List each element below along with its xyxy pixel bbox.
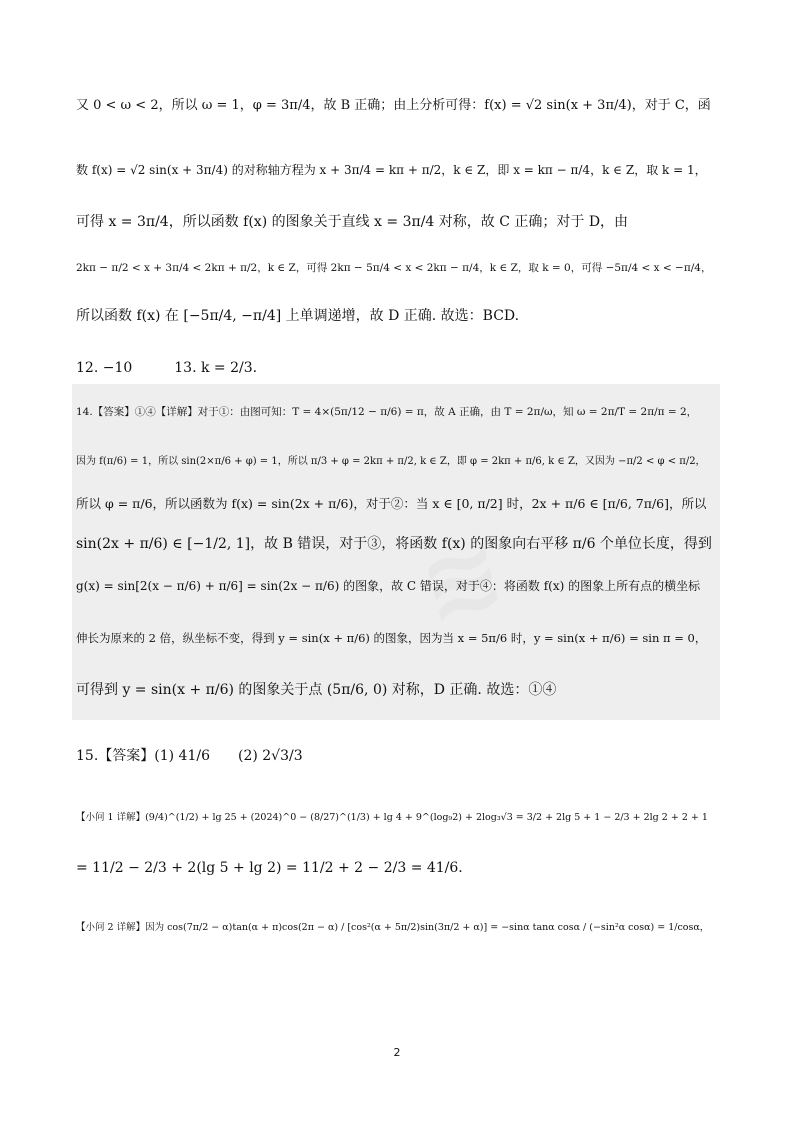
watermark: ≋ xyxy=(408,516,516,646)
text-line: g(x) = sin[2(x − π/6) + π/6] = sin(2x − π/6) 的图象，故 C 错误，对于④：将函数 f(x) 的图象上所有点的横坐标 xyxy=(76,579,701,593)
text-line: 2kπ − π/2 < x + 3π/4 < 2kπ + π/2，k ∈ Z，可得 2kπ − 5π/4 < x < 2kπ − π/4，k ∈ Z，取 k = 0，可得 −5π/4 < x < −π/4， xyxy=(76,262,712,274)
text-line: sin(2x + π/6) ∈ [−1/2, 1]，故 B 错误，对于③，将函数 f(x) 的图象向右平移 π/6 个单位长度，得到 xyxy=(76,536,712,552)
text-line: 14.【答案】①④【详解】对于①：由图可知：T = 4×(5π/12 − π/6) = π，故 A 正确，由 T = 2π/ω，知 ω = 2π/T = 2π/π = 2， xyxy=(76,406,698,418)
text-line: 所以函数 f(x) 在 [−5π/4, −π/4] 上单调递增，故 D 正确. 故选：BCD. xyxy=(76,308,520,324)
text-line: 所以 φ = π/6，所以函数为 f(x) = sin(2x + π/6)，对于②：当 x ∈ [0, π/2] 时，2x + π/6 ∈ [π/6, 7π/6]，所以 xyxy=(76,496,707,511)
text-line: 12. −10 13. k = 2/3. xyxy=(76,360,258,376)
text-line: 又 0 < ω < 2，所以 ω = 1，φ = 3π/4，故 B 正确；由上分析可得：f(x) = √2 sin(x + 3π/4)，对于 C，函 xyxy=(76,98,711,113)
text-line: 可得 x = 3π/4，所以函数 f(x) 的图象关于直线 x = 3π/4 对称，故 C 正确；对于 D，由 xyxy=(76,214,629,230)
text-line: 【小问 2 详解】因为 cos(7π/2 − α)tan(α + π)cos(2π − α) / [cos²(α + 5π/2)sin(3π/2 + α)] = −sinα tanα cosα / (−sin²α cosα) = 1/cosα， xyxy=(76,922,710,933)
text-line: 可得到 y = sin(x + π/6) 的图象关于点 (5π/6, 0) 对称，D 正确. 故选：①④ xyxy=(76,682,557,698)
text-line: 15.【答案】(1) 41/6 (2) 2√3/3 xyxy=(76,748,303,764)
text-line: = 11/2 − 2/3 + 2(lg 5 + lg 2) = 11/2 + 2 − 2/3 = 41/6. xyxy=(76,860,463,876)
text-line: 数 f(x) = √2 sin(x + 3π/4) 的对称轴方程为 x + 3π/4 = kπ + π/2，k ∈ Z，即 x = kπ − π/4，k ∈ Z，取 k = 1， xyxy=(76,163,707,177)
text-line: 伸长为原来的 2 倍，纵坐标不变，得到 y = sin(x + π/6) 的图象，因为当 x = 5π/6 时，y = sin(x + π/6) = sin π = 0， xyxy=(76,631,707,645)
page-number: 2 xyxy=(393,1046,401,1059)
text-line: 因为 f(π/6) = 1，所以 sin(2×π/6 + φ) = 1，所以 π/3 + φ = 2kπ + π/2, k ∈ Z，即 φ = 2kπ + π/6, k ∈ Z，又因为 −π/2 < φ < π/2， xyxy=(76,456,706,467)
text-line: 【小问 1 详解】(9/4)^(1/2) + lg 25 + (2024)^0 − (8/27)^(1/3) + lg 4 + 9^(log₉2) + 2log₃√3 = 3/2 + 2lg 5 + 1 − 2/3 + 2lg 2 + 2 + 1 xyxy=(76,812,708,823)
